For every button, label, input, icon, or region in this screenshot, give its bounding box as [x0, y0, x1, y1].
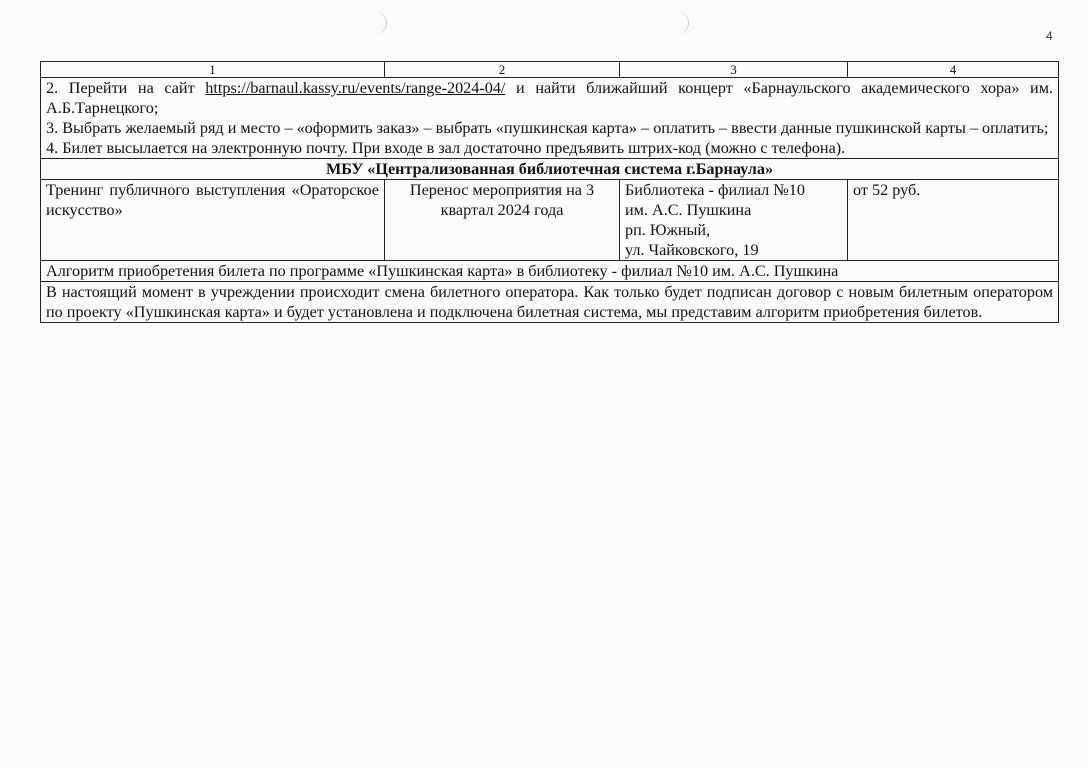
algorithm-text: В настоящий момент в учреждении происходит смена билетного оператора. Как только будет подписан договор с новым билетным оператором по проекту «Пушкинская карта» и будет установлена и подключена билетная система, мы представим алгоритм приобретения билетов.	[41, 282, 1059, 323]
place-line: ул. Чайковского, 19	[625, 241, 759, 259]
event-row	[41, 180, 1059, 261]
algorithm-title-row	[41, 261, 1059, 282]
column-number: 2	[385, 62, 620, 78]
instruction-step-4: 4. Билет высылается на электронную почту. При входе в зал достаточно предъявить штрих-код (можно с телефона).	[46, 139, 846, 157]
column-number: 4	[848, 62, 1059, 78]
algorithm-text-row	[41, 282, 1059, 323]
instructions-row	[41, 78, 1059, 159]
place-line: рп. Южный,	[625, 221, 711, 239]
column-number: 3	[620, 62, 848, 78]
event-price: от 52 руб.	[848, 180, 1059, 261]
organization-row	[41, 159, 1059, 180]
page-number: 4	[1046, 29, 1053, 43]
column-number: 1	[41, 62, 385, 78]
column-number-row	[41, 62, 1059, 78]
purchase-instructions	[41, 78, 1059, 159]
instruction-step-2: 2. Перейти на сайт https://barnaul.kassy.ru/events/range-2024-04/ и найти ближайший концерт «Барнаульского академического хора» им. А.Б.Тарнецкого;	[46, 79, 1053, 117]
algorithm-title: Алгоритм приобретения билета по программе «Пушкинская карта» в библиотеку - филиал №10 им. А.С. Пушкина	[41, 261, 1059, 282]
punch-hole-mark	[674, 12, 689, 34]
punch-hole-mark	[372, 12, 387, 34]
events-table	[40, 61, 1059, 323]
organization-title: МБУ «Централизованная библиотечная система г.Барнаула»	[41, 159, 1059, 180]
place-line: Библиотека - филиал №10	[625, 181, 805, 199]
kassy-link[interactable]: https://barnaul.kassy.ru/events/range-2024-04/	[205, 79, 506, 97]
event-date: Перенос мероприятия на 3 квартал 2024 года	[385, 180, 620, 261]
event-title: Тренинг публичного выступления «Ораторское искусство»	[41, 180, 385, 261]
instruction-step-3: 3. Выбрать желаемый ряд и место – «оформить заказ» – выбрать «пушкинская карта» – оплатить – ввести данные пушкинской карты – оплатить;	[46, 119, 1049, 137]
event-place	[620, 180, 848, 261]
place-line: им. А.С. Пушкина	[625, 201, 752, 219]
